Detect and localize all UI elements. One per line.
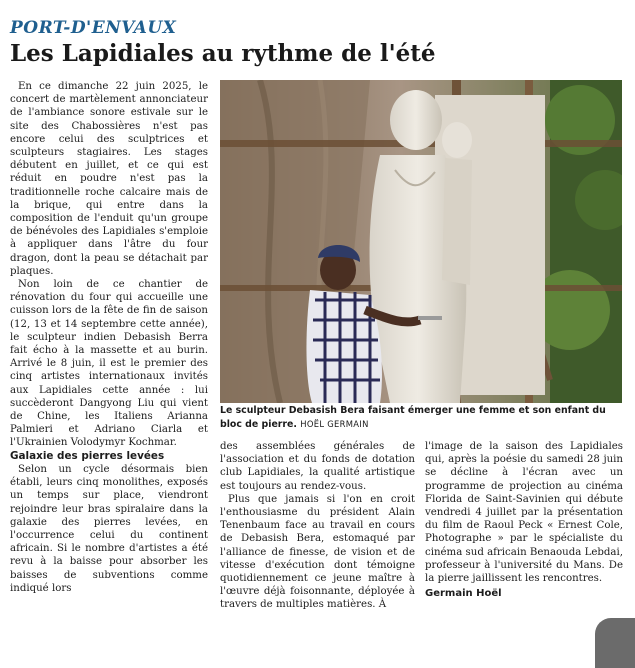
article-photo	[220, 80, 622, 403]
article-column-1	[10, 80, 208, 595]
author-signature: Germain Hoël	[425, 588, 502, 600]
photo-caption	[220, 405, 622, 431]
article-column-2	[220, 440, 415, 612]
body-paragraph: Selon un cycle désormais bien établi, leurs cinq monolithes, exposés un temps sur place, viendront rejoindre leur bras spiralaire dans la galaxie des pierres levées, en l'occurrence celui du continent africain. Si le nombre d'artistes a été revu à la baisse pour absorber les baisses de subventions comme indiqué lors	[10, 463, 208, 594]
body-paragraph: Plus que jamais si l'on en croit l'enthousiasme du président Alain Tenenbaum face au travail en cours de Debasish Bera, estomaqué par l'alliance de finesse, de vision et de vitesse d'exécution dont témoigne quotidiennement ce jeune maître à l'œuvre déjà foisonnante, déployée à travers de multiples matières. À	[220, 493, 415, 611]
caption-text: Le sculpteur Debasish Bera faisant émerger une femme et son enfant du bloc de pierre.	[220, 405, 606, 430]
body-paragraph: Non loin de ce chantier de rénovation du four qui accueille une cuisson lors de la fête de fin de saison (12, 13 et 14 septembre cette année), le sculpteur indien Debasish Berra fait écho à la massette et au burin. Arrivé le 8 juin, il est le premier des cinq artistes internationaux invités aux Lapidiales cette année : lui succèderont Dangyong Liu qui vient de Chine, les Italiens Arianna Palmieri et Adriano Ciarla et l'Ukrainien Volodymyr Kochmar.	[10, 279, 208, 449]
article-kicker: PORT-D'ENVAUX	[10, 18, 177, 38]
article-column-3	[425, 440, 623, 600]
article-headline: Les Lapidiales au rythme de l'été	[10, 40, 436, 67]
body-paragraph: des assemblées générales de l'association et du fonds de dotation club Lapidiales, la qualité artistique est toujours au rendez-vous.	[220, 441, 415, 492]
body-paragraph: l'image de la saison des Lapidiales qui, après la poésie du samedi 28 juin se décline à l'écran avec un programme de projection au cinéma Florida de Saint-Savinien qui débute vendredi 4 juillet par la présentation du film de Raoul Peck « Ernest Cole, Photographe » par le spécialiste du cinéma sud africain Benaouda Lebdai, professeur à l'université du Mans. De la pierre jaillissent les rencontres.	[425, 441, 623, 585]
article-subhead: Galaxie des pierres levées	[10, 449, 165, 462]
page-corner-tab-icon[interactable]	[595, 618, 635, 668]
photo-credit: HOËL GERMAIN	[300, 418, 369, 429]
intro-paragraph: En ce dimanche 22 juin 2025, le concert de martèlement annonciateur de l'ambiance sonore estivale sur le site des Chabossières n'est pas encore celui des sculptrices et sculpteurs stagiaires. Les stages débutent en juillet, et ce qui est réduit en poudre n'est pas la traditionnelle roche calcaire mais de la brique, qui entre dans la composition de l'enduit qu'un groupe de bénévoles des Lapidiales s'emploie à appliquer dans l'âtre du four dragon, dont la peau se détachait par plaques.	[10, 81, 208, 277]
